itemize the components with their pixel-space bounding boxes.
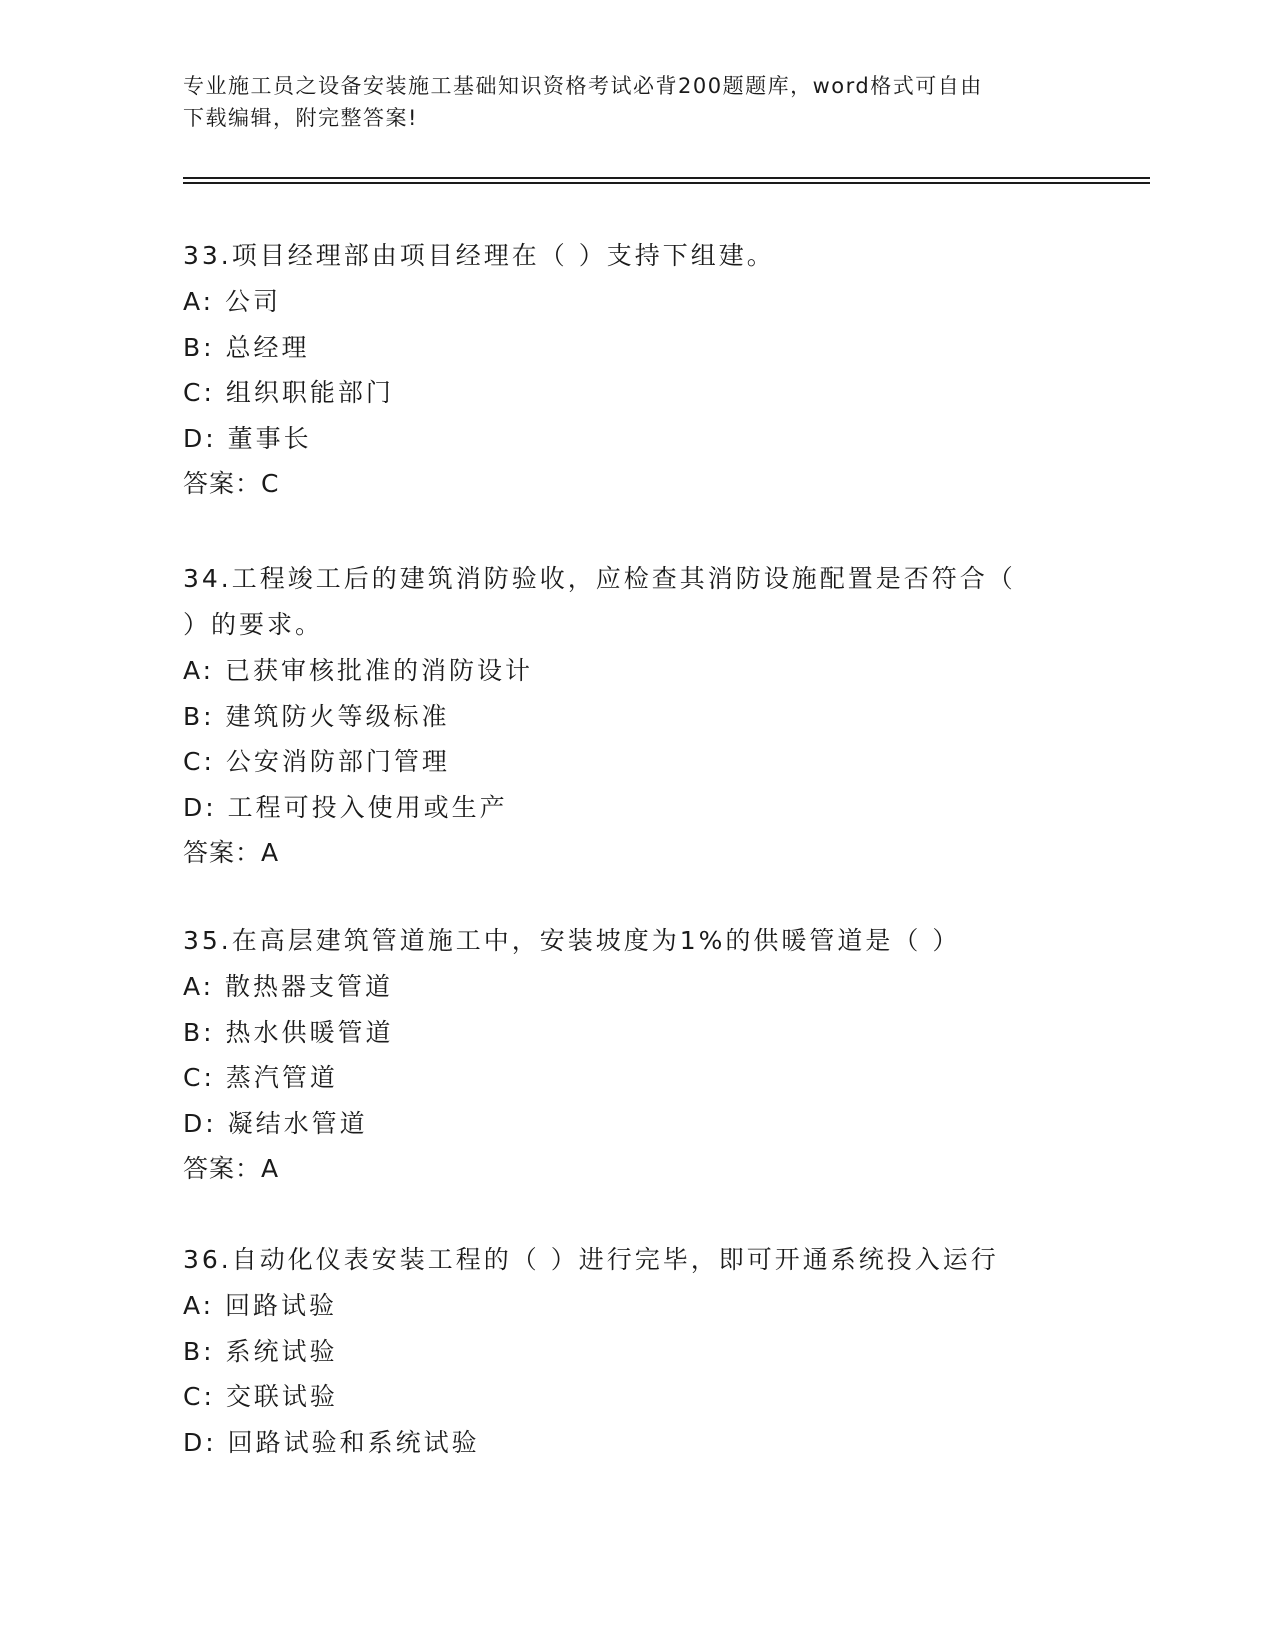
option-c: C: 公安消防部门管理 [183, 747, 450, 776]
option-c: C: 组织职能部门 [183, 378, 394, 407]
option-a: A: 散热器支管道 [183, 972, 394, 1001]
option-c: C: 蒸汽管道 [183, 1063, 338, 1092]
answer: 答案：A [183, 1154, 280, 1183]
option-b: B: 系统试验 [183, 1336, 338, 1366]
option-d: D: 董事长 [183, 423, 312, 453]
option-d: D: 回路试验和系统试验 [183, 1427, 480, 1457]
question-stem-line-2: ）的要求。 [183, 610, 324, 639]
header-divider-top [183, 177, 1150, 179]
option-b: B: 总经理 [183, 332, 310, 362]
option-a: A: 回路试验 [183, 1291, 338, 1320]
question-34 [183, 556, 1083, 876]
answer: 答案：A [183, 838, 280, 867]
option-d: D: 凝结水管道 [183, 1108, 368, 1138]
question-35 [183, 918, 1083, 1192]
question-stem: 35.在高层建筑管道施工中，安装坡度为1%的供暖管道是（ ） [183, 926, 961, 955]
question-stem: 33.项目经理部由项目经理在（ ）支持下组建。 [183, 241, 775, 270]
option-a: A: 已获审核批准的消防设计 [183, 656, 534, 685]
header-line-1: 专业施工员之设备安装施工基础知识资格考试必背200题题库，word格式可自由 [183, 74, 983, 98]
option-a: A: 公司 [183, 287, 282, 316]
option-b: B: 建筑防火等级标准 [183, 701, 450, 731]
question-33 [183, 233, 1083, 507]
question-36 [183, 1237, 1083, 1465]
answer: 答案：C [183, 469, 280, 498]
document-header [183, 70, 1083, 134]
header-divider-bottom [183, 182, 1150, 184]
header-line-2: 下载编辑，附完整答案! [183, 106, 418, 130]
question-stem-line-1: 34.工程竣工后的建筑消防验收，应检查其消防设施配置是否符合（ [183, 564, 1016, 593]
option-b: B: 热水供暖管道 [183, 1017, 394, 1047]
question-stem: 36.自动化仪表安装工程的（ ）进行完毕，即可开通系统投入运行 [183, 1245, 999, 1274]
option-d: D: 工程可投入使用或生产 [183, 792, 508, 822]
option-c: C: 交联试验 [183, 1382, 338, 1411]
